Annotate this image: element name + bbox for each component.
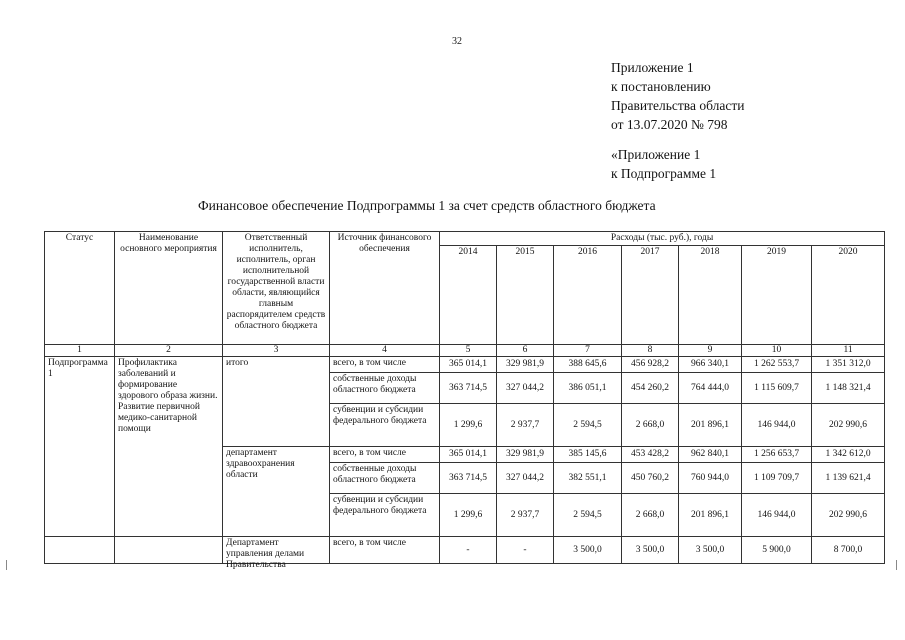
value-cell: 363 714,5 <box>440 463 497 494</box>
column-number: 11 <box>812 345 885 357</box>
value-cell: 8 700,0 <box>812 537 885 564</box>
value-cell: 2 594,5 <box>554 404 622 447</box>
value-cell: 201 896,1 <box>679 494 742 537</box>
value-cell: 3 500,0 <box>622 537 679 564</box>
header-executor: Ответственный исполнитель, исполнитель, орган исполнительной государственной власти области, являющийся главным распорядителем средств областного бюджета <box>223 232 330 345</box>
value-cell: 2 937,7 <box>497 404 554 447</box>
appendix-sub-line: к Подпрограмме 1 <box>611 166 717 181</box>
page-number: 32 <box>452 36 462 47</box>
status-cell-empty <box>45 537 115 564</box>
value-cell: 1 299,6 <box>440 404 497 447</box>
activity-name-cell: Профилактика заболеваний и формирование здорового образа жизни. Развитие первичной медико-санитарной помощи <box>115 357 223 537</box>
source-cell: всего, в том числе <box>330 447 440 463</box>
value-cell: 760 944,0 <box>679 463 742 494</box>
value-cell: 327 044,2 <box>497 373 554 404</box>
table-row <box>45 357 885 373</box>
header-year: 2015 <box>497 246 554 345</box>
column-number: 1 <box>45 345 115 357</box>
column-number: 3 <box>223 345 330 357</box>
value-cell: 329 981,9 <box>497 447 554 463</box>
value-cell: 1 299,6 <box>440 494 497 537</box>
scan-margin-mark <box>896 560 897 570</box>
executor-cell: итого <box>223 357 330 447</box>
value-cell: 3 500,0 <box>554 537 622 564</box>
table-header-row <box>45 232 885 246</box>
executor-text: Департамент управления делами Правительства <box>226 538 305 570</box>
scan-margin-mark <box>6 560 7 570</box>
value-cell: 1 262 553,7 <box>742 357 812 373</box>
appendix-line: Правительства области <box>611 98 745 113</box>
header-year: 2019 <box>742 246 812 345</box>
column-number: 5 <box>440 345 497 357</box>
column-number: 10 <box>742 345 812 357</box>
value-cell: 202 990,6 <box>812 494 885 537</box>
header-year: 2020 <box>812 246 885 345</box>
value-cell: 1 115 609,7 <box>742 373 812 404</box>
source-cell: собственные доходы областного бюджета <box>330 373 440 404</box>
value-cell: 1 139 621,4 <box>812 463 885 494</box>
column-number: 7 <box>554 345 622 357</box>
value-cell: 146 944,0 <box>742 494 812 537</box>
value-cell: 966 340,1 <box>679 357 742 373</box>
header-status: Статус <box>45 232 115 345</box>
column-number: 2 <box>115 345 223 357</box>
value-cell: 2 668,0 <box>622 494 679 537</box>
value-cell: 1 109 709,7 <box>742 463 812 494</box>
appendix-line: от 13.07.2020 № 798 <box>611 117 728 132</box>
header-year: 2014 <box>440 246 497 345</box>
source-cell: всего, в том числе <box>330 537 440 564</box>
status-cell: Подпрограмма 1 <box>45 357 115 537</box>
column-number: 6 <box>497 345 554 357</box>
value-cell: 1 148 321,4 <box>812 373 885 404</box>
document-title: Финансовое обеспечение Подпрограммы 1 за счет средств областного бюджета <box>198 198 656 213</box>
value-cell: 2 937,7 <box>497 494 554 537</box>
value-cell: 2 594,5 <box>554 494 622 537</box>
value-cell: 453 428,2 <box>622 447 679 463</box>
value-cell: 329 981,9 <box>497 357 554 373</box>
source-cell: субвенции и субсидии федерального бюджета <box>330 494 440 537</box>
header-year: 2016 <box>554 246 622 345</box>
value-cell: 962 840,1 <box>679 447 742 463</box>
value-cell: 386 051,1 <box>554 373 622 404</box>
column-numbers-row <box>45 345 885 357</box>
value-cell: 454 260,2 <box>622 373 679 404</box>
header-source: Источник финансового обеспечения <box>330 232 440 345</box>
value-cell: - <box>497 537 554 564</box>
value-cell: 5 900,0 <box>742 537 812 564</box>
header-name: Наименование основного мероприятия <box>115 232 223 345</box>
value-cell: 450 760,2 <box>622 463 679 494</box>
column-number: 8 <box>622 345 679 357</box>
table-row <box>45 537 885 564</box>
value-cell: 764 444,0 <box>679 373 742 404</box>
value-cell: 365 014,1 <box>440 357 497 373</box>
value-cell: 456 928,2 <box>622 357 679 373</box>
appendix-sub-line: «Приложение 1 <box>611 147 701 162</box>
value-cell: 382 551,1 <box>554 463 622 494</box>
value-cell: 1 351 312,0 <box>812 357 885 373</box>
value-cell: 1 342 612,0 <box>812 447 885 463</box>
value-cell: - <box>440 537 497 564</box>
value-cell: 1 256 653,7 <box>742 447 812 463</box>
value-cell: 363 714,5 <box>440 373 497 404</box>
executor-cell <box>223 537 330 570</box>
executor-cell: департамент здравоохранения области <box>223 447 330 537</box>
value-cell: 388 645,6 <box>554 357 622 373</box>
column-number: 4 <box>330 345 440 357</box>
value-cell: 201 896,1 <box>679 404 742 447</box>
header-expenses: Расходы (тыс. руб.), годы <box>440 232 885 246</box>
value-cell: 202 990,6 <box>812 404 885 447</box>
financing-table <box>44 231 885 570</box>
appendix-sub-block <box>611 145 716 183</box>
header-year: 2018 <box>679 246 742 345</box>
value-cell: 2 668,0 <box>622 404 679 447</box>
value-cell: 385 145,6 <box>554 447 622 463</box>
appendix-line: Приложение 1 <box>611 60 694 75</box>
column-number: 9 <box>679 345 742 357</box>
value-cell: 327 044,2 <box>497 463 554 494</box>
value-cell: 3 500,0 <box>679 537 742 564</box>
appendix-block <box>611 58 744 134</box>
header-year: 2017 <box>622 246 679 345</box>
activity-name-cell-empty <box>115 537 223 564</box>
source-cell: собственные доходы областного бюджета <box>330 463 440 494</box>
value-cell: 146 944,0 <box>742 404 812 447</box>
value-cell: 365 014,1 <box>440 447 497 463</box>
source-cell: субвенции и субсидии федерального бюджета <box>330 404 440 447</box>
source-cell: всего, в том числе <box>330 357 440 373</box>
appendix-line: к постановлению <box>611 79 711 94</box>
